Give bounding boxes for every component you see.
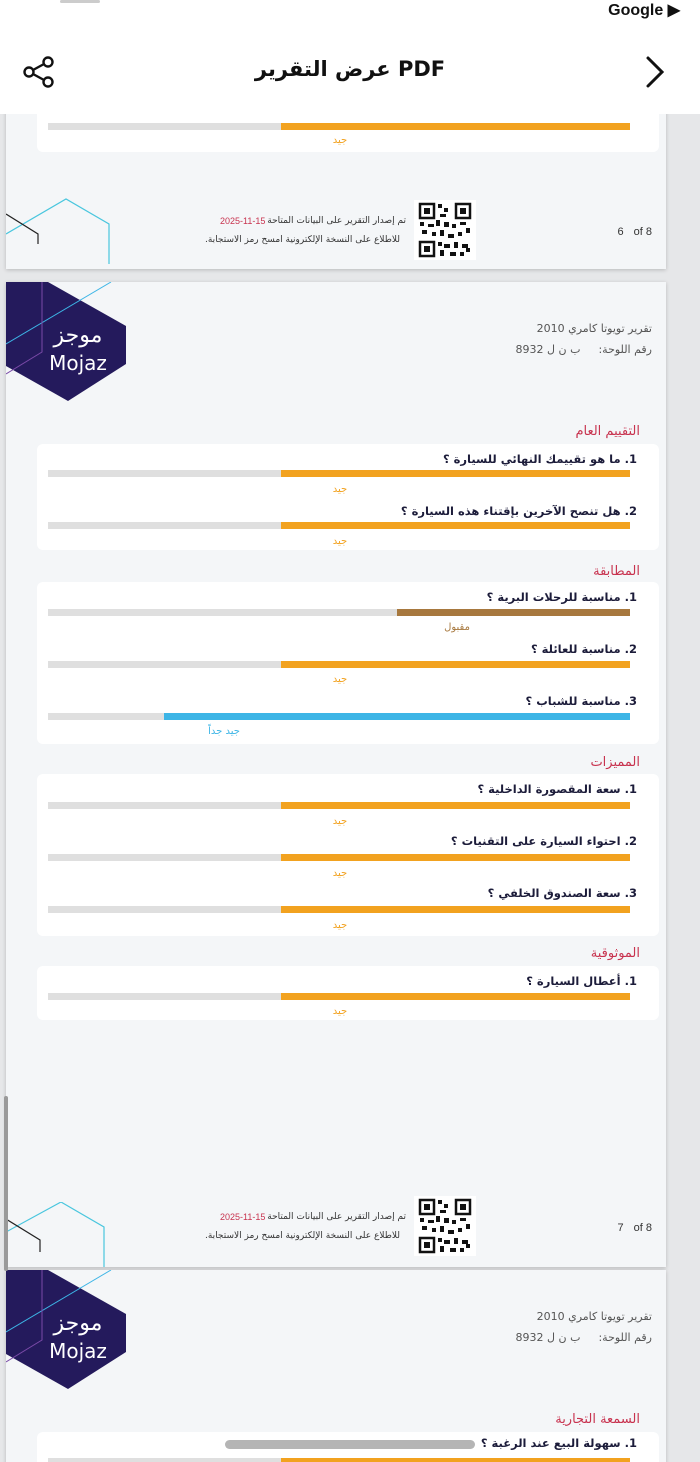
plate-label: رقم اللوحة:	[598, 1331, 652, 1344]
section-title: المطابقة	[593, 564, 640, 579]
section-title: السمعة التجارية	[555, 1412, 640, 1427]
report-header	[516, 1310, 652, 1344]
rating-label: مقبول	[444, 622, 470, 633]
page-title: عرض التقرير PDF	[254, 57, 446, 81]
section-card	[37, 582, 659, 744]
question-text: 1. سعة المقصورة الداخلية ؟	[477, 782, 637, 796]
chevron-right-icon[interactable]	[644, 55, 666, 89]
pdf-viewer[interactable]	[0, 114, 700, 1462]
status-bar	[0, 0, 700, 22]
page-number: 6	[617, 226, 624, 238]
page-total: of 8	[633, 226, 652, 238]
plate-value: ب ن ل 8932	[515, 1331, 581, 1344]
home-indicator[interactable]	[225, 1440, 475, 1449]
question-text: 1. مناسبة للرحلات البرية ؟	[486, 590, 637, 604]
plate-label: رقم اللوحة:	[598, 343, 652, 356]
rating-label: جيد جداً	[208, 726, 240, 737]
section-title: الموثوقية	[590, 946, 640, 961]
rating-label: جيد	[332, 868, 348, 879]
report-title: تقرير تويوتا كامري 2010	[536, 1310, 652, 1323]
report-title: تقرير تويوتا كامري 2010	[536, 322, 652, 335]
rating-bar-fill	[281, 470, 630, 477]
rating-bar	[48, 470, 630, 477]
rating-bar	[48, 123, 630, 130]
rating-bar	[48, 609, 630, 616]
page-number: 7	[617, 1222, 624, 1234]
pdf-page-8	[6, 1270, 666, 1462]
section-card	[37, 966, 659, 1020]
rating-bar-fill	[281, 123, 630, 130]
issued-text: تم إصدار التقرير على البيانات المتاحة	[267, 1212, 406, 1222]
rating-bar-fill	[397, 609, 630, 616]
question-text: 2. احتواء السيارة على التقنيات ؟	[450, 834, 637, 848]
question-text: 1. أعطال السيارة ؟	[526, 974, 637, 988]
pdf-page-7	[6, 282, 666, 1267]
rating-bar-fill	[281, 522, 630, 529]
page-indicator	[608, 1222, 652, 1234]
rating-bar-fill	[281, 1458, 630, 1462]
scan-instructions: للاطلاع على النسخة الإلكترونية امسح رمز الاستجابة.	[205, 1231, 400, 1241]
question-text: 2. مناسبة للعائلة ؟	[531, 642, 637, 656]
page-indicator	[608, 226, 652, 238]
status-pill	[60, 0, 100, 3]
page-total: of 8	[633, 1222, 652, 1234]
rating-bar	[48, 661, 630, 668]
section-card	[37, 774, 659, 936]
scan-instructions: للاطلاع على النسخة الإلكترونية امسح رمز الاستجابة.	[205, 235, 400, 245]
question-text: 1. سهولة البيع عند الرغبة ؟	[480, 1436, 637, 1450]
rating-label: جيد	[332, 536, 348, 547]
report-header	[516, 322, 652, 356]
rating-bar	[48, 906, 630, 913]
question-text: 3. مناسبة للشباب ؟	[525, 694, 637, 708]
question-text: 2. هل تنصح الآخرين بإقتناء هذه السيارة ؟	[400, 504, 637, 518]
rating-label: جيد	[332, 135, 348, 146]
svg-text:Mojaz: Mojaz	[49, 1339, 107, 1363]
section-title: التقييم العام	[575, 424, 640, 439]
svg-text:Mojaz: Mojaz	[49, 351, 107, 375]
question-text: 1. ما هو تقييمك النهائي للسيارة ؟	[442, 452, 637, 466]
section-card	[37, 444, 659, 550]
issue-date: 2025-11-15	[220, 1212, 266, 1222]
rating-label: جيد	[332, 1006, 348, 1017]
svg-text:موجز: موجز	[53, 323, 103, 348]
issued-text: تم إصدار التقرير على البيانات المتاحة	[267, 216, 406, 226]
rating-bar-fill	[281, 993, 630, 1000]
mojaz-logo	[6, 1270, 131, 1395]
rating-bar-fill	[281, 906, 630, 913]
rating-label: جيد	[332, 920, 348, 931]
rating-bar-fill	[164, 713, 630, 720]
rating-bar	[48, 1458, 630, 1462]
rating-bar	[48, 993, 630, 1000]
page-footer	[6, 1194, 666, 1264]
question-text: 3. سعة الصندوق الخلفي ؟	[487, 886, 637, 900]
page-footer	[6, 198, 666, 268]
back-to-app-link[interactable]: Google ▶	[608, 2, 680, 19]
rating-label: جيد	[332, 674, 348, 685]
rating-label: جيد	[332, 816, 348, 827]
nav-bar	[0, 22, 700, 114]
svg-text:موجز: موجز	[53, 1311, 103, 1336]
rating-bar	[48, 854, 630, 861]
question-card	[37, 114, 659, 152]
rating-bar	[48, 713, 630, 720]
section-title: المميزات	[590, 755, 640, 770]
qr-code-icon	[414, 200, 476, 260]
rating-bar-fill	[281, 661, 630, 668]
issue-date: 2025-11-15	[220, 216, 266, 226]
rating-bar-fill	[281, 854, 630, 861]
qr-code-icon	[414, 1196, 476, 1256]
pdf-page-6	[6, 114, 666, 269]
rating-bar	[48, 522, 630, 529]
mojaz-logo	[6, 282, 131, 407]
rating-bar-fill	[281, 802, 630, 809]
rating-label: جيد	[332, 484, 348, 495]
rating-bar	[48, 802, 630, 809]
plate-value: ب ن ل 8932	[515, 343, 581, 356]
vertical-scrollbar[interactable]	[4, 1096, 8, 1271]
